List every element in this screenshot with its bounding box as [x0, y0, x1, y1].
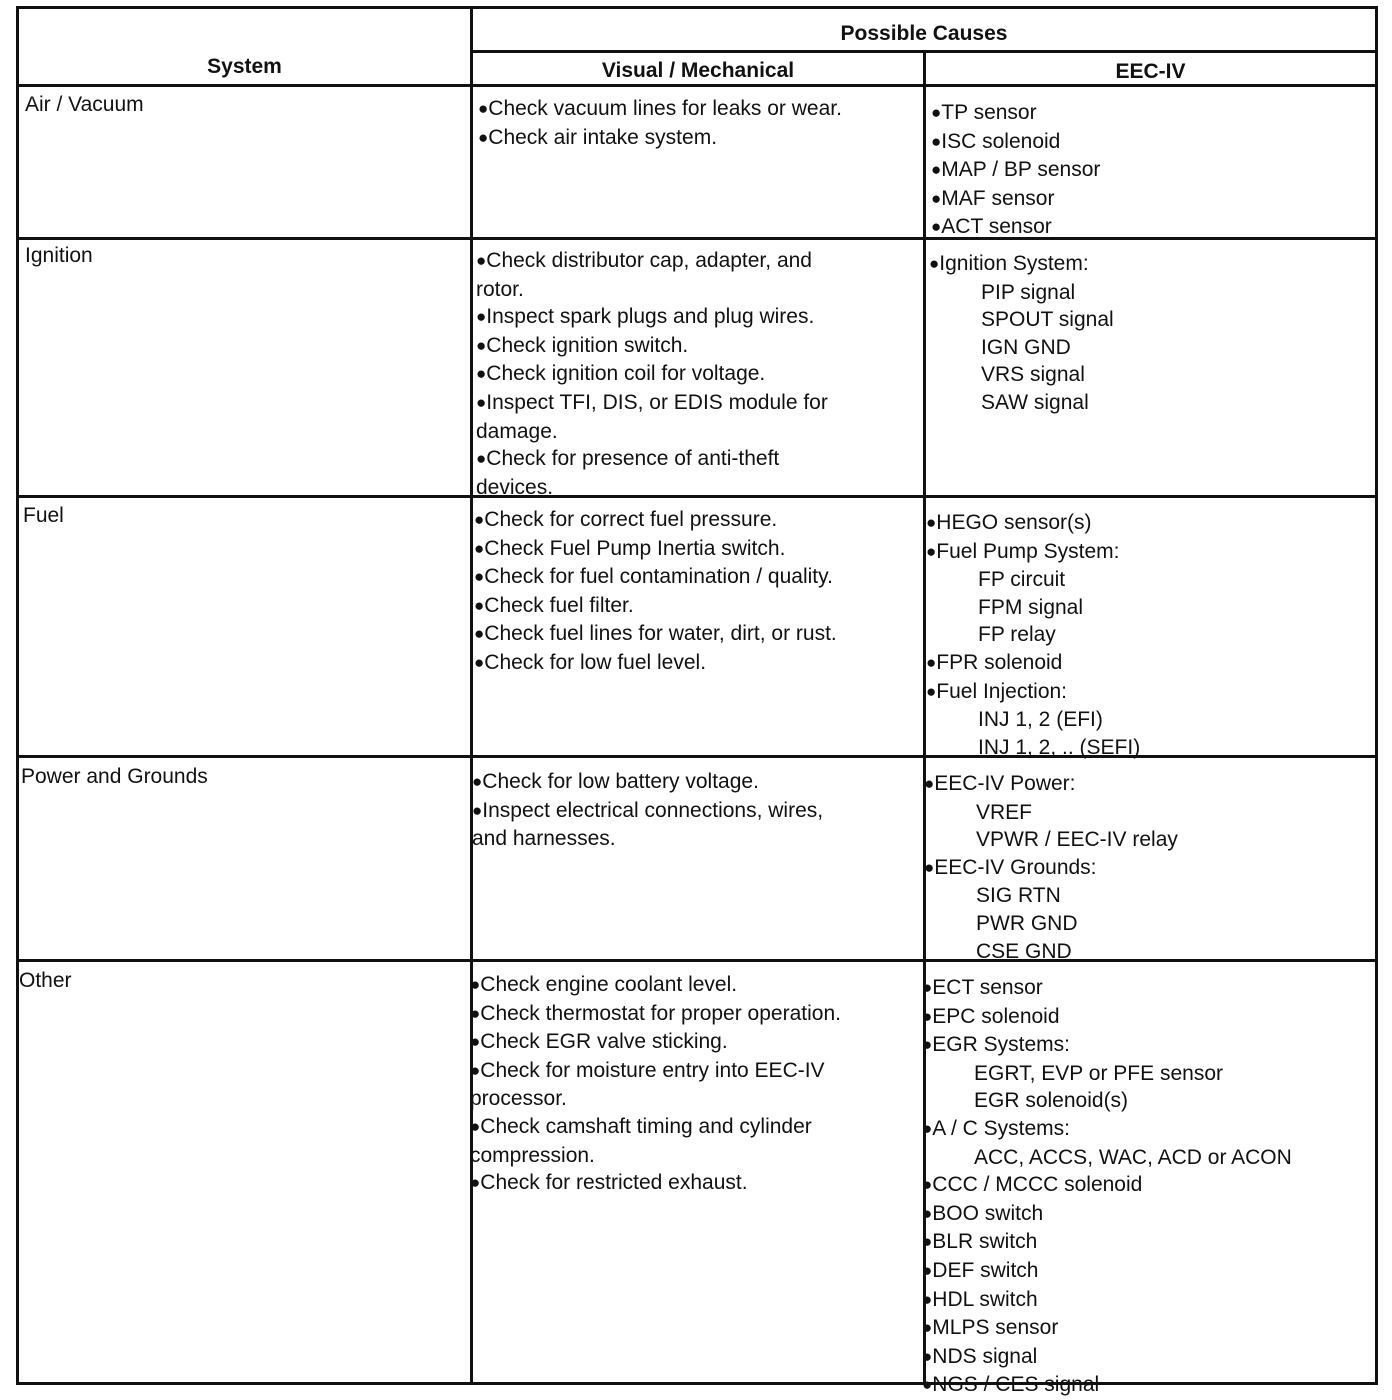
eec-item-text: PIP signal [981, 280, 1076, 304]
system-name: Power and Grounds [21, 765, 208, 788]
eec-item [922, 1371, 1292, 1400]
bullet-icon: ● [476, 251, 487, 270]
eec-subitem [922, 1087, 1292, 1115]
visual-check-text: and harnesses. [472, 827, 616, 851]
eec-subitem [924, 882, 1178, 910]
eec-cell [926, 509, 1140, 761]
eec-item-text: TP sensor [941, 101, 1037, 124]
eec-subitem [926, 566, 1140, 594]
visual-check-line [472, 768, 823, 797]
eec-item-text: VRS signal [981, 363, 1085, 387]
bullet-icon: ● [474, 624, 485, 644]
visual-check-line [476, 276, 828, 304]
visual-check-text: Inspect TFI, DIS, or EDIS module for [486, 390, 828, 414]
eec-item-text: PWR GND [976, 911, 1078, 935]
eec-item-text: FPM signal [978, 595, 1084, 619]
visual-check-line [478, 124, 842, 153]
header-system: System [207, 55, 282, 78]
visual-check-line [470, 971, 841, 1000]
eec-item [922, 1257, 1292, 1286]
visual-check-line [470, 1169, 841, 1198]
eec-cell [929, 250, 1114, 417]
visual-check-line [476, 332, 828, 361]
system-name: Air / Vacuum [25, 93, 144, 116]
visual-check-line [470, 1000, 841, 1029]
visual-check-line [470, 1057, 841, 1086]
eec-item-text: CCC / MCCC solenoid [932, 1173, 1143, 1197]
eec-item-text: HEGO sensor(s) [936, 511, 1092, 534]
eec-item [929, 250, 1114, 279]
eec-item-text: CSE GND [976, 939, 1072, 963]
bullet-icon: ● [922, 1289, 933, 1309]
visual-check-text: Check for fuel contamination / quality. [484, 565, 833, 589]
eec-item [922, 1286, 1292, 1315]
visual-check-text: processor. [470, 1087, 567, 1111]
bullet-icon: ● [931, 217, 942, 237]
eec-item [922, 974, 1292, 1003]
visual-check-line [476, 360, 828, 389]
eec-item-text: EGR solenoid(s) [974, 1089, 1129, 1113]
eec-item-text: FP circuit [978, 568, 1066, 592]
visual-check-text: Check for restricted exhaust. [480, 1171, 748, 1195]
visual-check-line [470, 1028, 841, 1057]
eec-item-text: Fuel Pump System: [936, 539, 1120, 563]
bullet-icon: ● [922, 978, 933, 997]
visual-check-text: Check ignition coil for voltage. [486, 362, 766, 386]
visual-check-line [476, 389, 828, 418]
eec-subitem [929, 361, 1114, 389]
visual-check-text: Check for low battery voltage. [482, 770, 759, 793]
header-eec-iv: EEC-IV [1115, 60, 1186, 83]
eec-item-text: EGRT, EVP or PFE sensor [974, 1061, 1223, 1085]
visual-check-line [472, 825, 823, 853]
bullet-icon: ● [922, 1232, 933, 1252]
row-divider-1 [19, 237, 1375, 240]
bullet-icon: ● [922, 1318, 933, 1338]
eec-item [922, 1200, 1292, 1229]
eec-item [931, 128, 1100, 157]
visual-check-text: Check fuel filter. [484, 593, 634, 617]
header-possible-causes: Possible Causes [840, 22, 1008, 45]
bullet-icon: ● [926, 541, 937, 561]
eec-item-text: SAW signal [981, 390, 1089, 414]
eec-item-text: EEC-IV Grounds: [934, 855, 1097, 879]
eec-subitem [924, 799, 1178, 827]
visual-check-line [474, 592, 837, 621]
eec-subitem [924, 910, 1178, 938]
eec-item [922, 1171, 1292, 1200]
eec-item [922, 1031, 1292, 1060]
eec-item-text: SIG RTN [976, 884, 1061, 908]
eec-item-text: MAP / BP sensor [941, 158, 1101, 182]
visual-check-line [478, 95, 842, 124]
eec-item-text: EPC solenoid [932, 1004, 1060, 1028]
visual-check-text: rotor. [476, 277, 524, 301]
eec-subitem [929, 334, 1114, 362]
eec-item [922, 1343, 1292, 1372]
eec-item-text: HDL switch [932, 1287, 1038, 1311]
eec-item-text: NDS signal [932, 1344, 1038, 1368]
visual-check-text: Check for moisture entry into EEC-IV [480, 1058, 825, 1082]
visual-check-line [474, 506, 837, 535]
eec-subitem [926, 621, 1140, 649]
visual-check-text: Inspect spark plugs and plug wires. [486, 305, 815, 329]
bullet-icon: ● [922, 1035, 933, 1055]
visual-check-text: Inspect electrical connections, wires, [482, 798, 824, 822]
visual-check-text: Check vacuum lines for leaks or wear. [488, 97, 842, 120]
eec-cell [924, 770, 1178, 965]
bullet-icon: ● [474, 652, 485, 672]
eec-item-text: FP relay [978, 623, 1056, 647]
bullet-icon: ● [476, 449, 487, 469]
system-name: Fuel [23, 504, 64, 527]
bullet-icon: ● [474, 538, 485, 558]
bullet-icon: ● [922, 1346, 933, 1366]
eec-item-text: EEC-IV Power: [934, 772, 1076, 795]
visual-check-text: Check fuel lines for water, dirt, or rust. [484, 622, 837, 646]
visual-check-text: compression. [470, 1143, 595, 1167]
eec-item-text: INJ 1, 2 (EFI) [978, 708, 1103, 732]
bullet-icon: ● [478, 99, 489, 118]
system-name: Ignition [25, 244, 93, 267]
eec-item [926, 509, 1140, 538]
visual-check-line [470, 1113, 841, 1142]
bullet-icon: ● [922, 1175, 933, 1195]
visual-check-text: Check distributor cap, adapter, and [486, 249, 812, 272]
bullet-icon: ● [470, 1173, 481, 1193]
visual-check-line [472, 797, 823, 826]
visual-check-line [476, 303, 828, 332]
visual-check-text: Check thermostat for proper operation. [480, 1001, 841, 1025]
eec-item [922, 1228, 1292, 1257]
bullet-icon: ● [924, 774, 935, 793]
bullet-icon: ● [478, 127, 489, 147]
visual-cell [470, 971, 841, 1198]
eec-item-text: MAF sensor [941, 186, 1055, 210]
visual-check-text: Check air intake system. [488, 125, 718, 149]
visual-check-line [474, 649, 837, 678]
eec-subitem [922, 1060, 1292, 1088]
visual-check-line [470, 1085, 841, 1113]
visual-check-line [474, 535, 837, 564]
eec-subitem [926, 594, 1140, 622]
eec-item-text: ECT sensor [932, 976, 1043, 999]
visual-check-text: Check engine coolant level. [480, 973, 738, 996]
eec-item-text: MLPS sensor [932, 1316, 1059, 1340]
visual-check-line [476, 247, 828, 276]
visual-check-line [474, 620, 837, 649]
bullet-icon: ● [931, 160, 942, 180]
eec-item-text: SPOUT signal [981, 308, 1114, 332]
eec-item [931, 213, 1100, 242]
bullet-icon: ● [922, 1006, 933, 1026]
eec-item-text: INJ 1, 2, .. (SEFI) [978, 735, 1141, 759]
bullet-icon: ● [922, 1118, 933, 1138]
eec-item-text: VPWR / EEC-IV relay [976, 828, 1178, 852]
header-bottom-rule [19, 84, 1375, 87]
eec-subitem [929, 389, 1114, 417]
bullet-icon: ● [926, 652, 937, 672]
bullet-icon: ● [474, 510, 485, 529]
bullet-icon: ● [470, 1032, 481, 1052]
bullet-icon: ● [931, 103, 942, 122]
eec-item-text: Ignition System: [939, 252, 1089, 275]
eec-item-text: NGS / CES signal [932, 1373, 1100, 1397]
eec-item-text: VREF [976, 800, 1033, 824]
bullet-icon: ● [476, 364, 487, 384]
visual-check-line [476, 445, 828, 474]
eec-subitem [926, 734, 1140, 762]
eec-subitem [929, 279, 1114, 307]
eec-item-text: Fuel Injection: [936, 679, 1068, 703]
eec-item [922, 1314, 1292, 1343]
eec-item [926, 538, 1140, 567]
eec-item-text: ACC, ACCS, WAC, ACD or ACON [974, 1145, 1292, 1169]
eec-item-text: BLR switch [932, 1230, 1038, 1254]
header-subdivider [473, 50, 1375, 53]
visual-check-text: Check for correct fuel pressure. [484, 508, 778, 531]
eec-subitem [929, 306, 1114, 334]
visual-check-line [474, 563, 837, 592]
eec-item-text: DEF switch [932, 1258, 1039, 1282]
bullet-icon: ● [472, 800, 483, 820]
visual-check-line [476, 474, 828, 502]
eec-cell [922, 974, 1292, 1400]
bullet-icon: ● [929, 254, 940, 273]
visual-check-text: Check ignition switch. [486, 333, 689, 357]
eec-item [922, 1115, 1292, 1144]
bullet-icon: ● [924, 857, 935, 877]
eec-subitem [926, 706, 1140, 734]
eec-item-text: ACT sensor [941, 215, 1052, 239]
bullet-icon: ● [470, 975, 481, 994]
bullet-icon: ● [474, 567, 485, 587]
eec-item [926, 678, 1140, 707]
bullet-icon: ● [922, 1375, 933, 1395]
eec-item [931, 99, 1100, 128]
eec-item [931, 156, 1100, 185]
visual-cell [474, 506, 837, 678]
header-visual-mechanical: Visual / Mechanical [601, 59, 795, 82]
bullet-icon: ● [931, 131, 942, 151]
eec-item-text: BOO switch [932, 1201, 1044, 1225]
visual-check-text: devices. [476, 475, 554, 499]
eec-item [931, 185, 1100, 214]
eec-subitem [924, 938, 1178, 966]
eec-item [924, 854, 1178, 883]
eec-cell [931, 99, 1100, 242]
diagnostic-table [16, 6, 1378, 1397]
visual-check-text: Check for low fuel level. [484, 650, 707, 674]
bullet-icon: ● [926, 513, 937, 532]
bullet-icon: ● [470, 1116, 481, 1136]
visual-cell [472, 768, 823, 853]
bullet-icon: ● [476, 335, 487, 355]
eec-item [924, 770, 1178, 799]
bullet-icon: ● [922, 1260, 933, 1280]
bullet-icon: ● [931, 188, 942, 208]
bullet-icon: ● [476, 392, 487, 412]
bullet-icon: ● [470, 1003, 481, 1023]
visual-check-line [476, 418, 828, 446]
visual-check-line [470, 1142, 841, 1170]
visual-cell [476, 247, 828, 501]
visual-check-text: Check camshaft timing and cylinder [480, 1114, 812, 1138]
bullet-icon: ● [926, 681, 937, 701]
visual-check-text: Check EGR valve sticking. [480, 1030, 728, 1054]
bullet-icon: ● [474, 595, 485, 615]
row-divider-3 [19, 755, 1375, 758]
bullet-icon: ● [470, 1060, 481, 1080]
eec-item [922, 1003, 1292, 1032]
bullet-icon: ● [922, 1203, 933, 1223]
bullet-icon: ● [472, 772, 483, 791]
eec-subitem [922, 1144, 1292, 1172]
visual-check-text: damage. [476, 419, 558, 443]
eec-item-text: A / C Systems: [932, 1116, 1070, 1140]
bullet-icon: ● [476, 307, 487, 327]
eec-item-text: IGN GND [981, 335, 1071, 359]
eec-subitem [924, 826, 1178, 854]
eec-item-text: EGR Systems: [932, 1033, 1070, 1057]
eec-item-text: ISC solenoid [941, 129, 1061, 153]
visual-cell [478, 95, 842, 152]
visual-check-text: Check Fuel Pump Inertia switch. [484, 536, 786, 560]
eec-item [926, 649, 1140, 678]
system-name: Other [19, 969, 72, 992]
eec-item-text: FPR solenoid [936, 650, 1063, 674]
visual-check-text: Check for presence of anti-theft [486, 447, 780, 471]
